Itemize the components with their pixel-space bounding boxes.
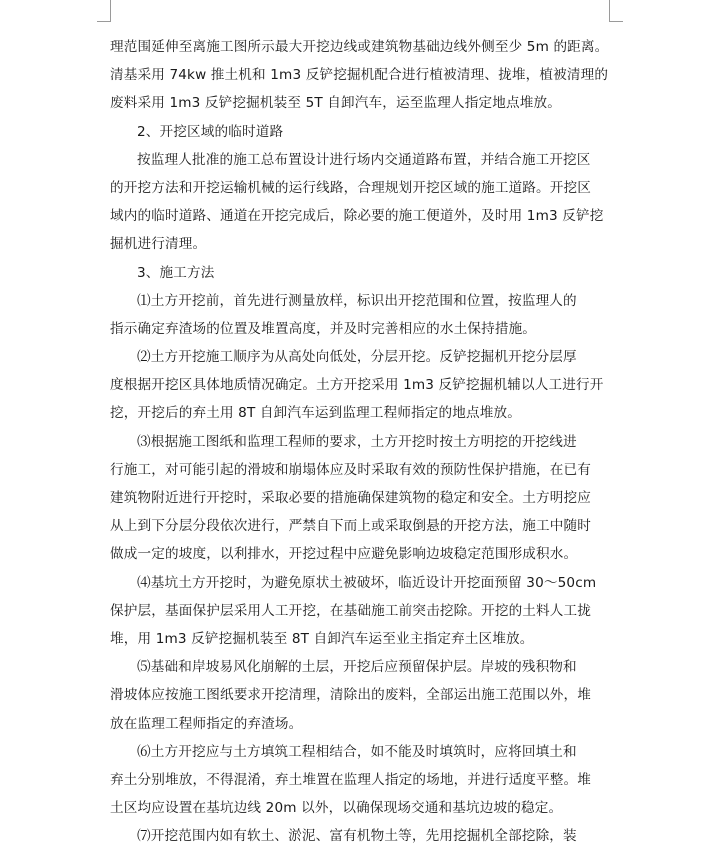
top-right-margin-mark bbox=[609, 0, 623, 22]
text-line: 建筑物附近进行开挖时，采取必要的措施确保建筑物的稳定和安全。土方明挖应 bbox=[110, 490, 592, 506]
text-line: 清基采用 74kw 推土机和 1m3 反铲挖掘机配合进行植被清理、拢堆，植被清理的 bbox=[110, 67, 609, 84]
text-line: 掘机进行清理。 bbox=[110, 236, 207, 253]
text-line: ⑺开挖范围内如有软土、淤泥、富有机物土等，先用挖掘机全部挖除，装 bbox=[137, 828, 577, 845]
text-line: 从上到下分层分段依次进行，严禁自下而上或采取倒悬的开挖方法，施工中随时 bbox=[110, 518, 592, 535]
text-line: 理范围延伸至离施工图所示最大开挖边线或建筑物基础边线外侧至少 5m 的距离。 bbox=[110, 39, 609, 55]
text-line: ⑷基坑土方开挖时，为避免原状土被破坏，临近设计开挖面预留 30～50cm bbox=[137, 574, 597, 591]
text-line: 按监理人批准的施工总布置设计进行场内交通道路布置，并结合施工开挖区 bbox=[137, 151, 591, 168]
text-line: ⑴土方开挖前，首先进行测量放样，标识出开挖范围和位置，按监理人的 bbox=[137, 292, 577, 309]
text-line: ⑶根据施工图纸和监理工程师的要求，土方开挖时按土方明挖的开挖线进 bbox=[137, 433, 577, 450]
text-line: 的开挖方法和开挖运输机械的运行线路，合理规划开挖区域的施工道路。开挖区 bbox=[110, 179, 592, 196]
text-line: 堆，用 1m3 反铲挖掘机装至 8T 自卸汽车运至业主指定弃土区堆放。 bbox=[110, 630, 534, 647]
text-line: 2、开挖区域的临时道路 bbox=[137, 123, 284, 140]
text-line: 指示确定弃渣场的位置及堆置高度，并及时完善相应的水土保持措施。 bbox=[110, 320, 537, 337]
text-line: 域内的临时道路、通道在开挖完成后，除必要的施工便道外，及时用 1m3 反铲挖 bbox=[110, 208, 604, 225]
text-line: 行施工，对可能引起的滑坡和崩塌体应及时采取有效的预防性保护措施，在已有 bbox=[110, 461, 592, 478]
text-line: ⑸基础和岸坡易风化崩解的土层，开挖后应预留保护层。岸坡的残积物和 bbox=[137, 659, 577, 676]
text-line: 保护层，基面保护层采用人工开挖，在基础施工前突击挖除。开挖的土料人工拢 bbox=[110, 602, 592, 619]
text-line: 挖，开挖后的弃土用 8T 自卸汽车运到监理工程师指定的地点堆放。 bbox=[110, 405, 522, 422]
text-line: 废料采用 1m3 反铲挖掘机装至 5T 自卸汽车，运至监理人指定地点堆放。 bbox=[110, 95, 561, 112]
text-line: 做成一定的坡度，以利排水，开挖过程中应避免影响边坡稳定范围形成积水。 bbox=[110, 546, 578, 563]
text-line: 放在监理工程师指定的弃渣场。 bbox=[110, 715, 303, 732]
text-line: ⑹土方开挖应与土方填筑工程相结合，如不能及时填筑时，应将回填土和 bbox=[137, 743, 577, 760]
text-line: 弃土分别堆放，不得混淆，弃土堆置在监理人指定的场地，并进行适度平整。堆 bbox=[110, 771, 592, 788]
text-line: ⑵土方开挖施工顺序为从高处向低处，分层开挖。反铲挖掘机开挖分层厚 bbox=[137, 349, 577, 366]
text-line: 土区均应设置在基坑边线 20m 以外，以确保现场交通和基坑边坡的稳定。 bbox=[110, 800, 563, 817]
top-left-margin-mark bbox=[97, 0, 111, 22]
text-line: 3、施工方法 bbox=[137, 264, 215, 281]
text-line: 滑坡体应按施工图纸要求开挖清理，清除出的废料，全部运出施工范围以外，堆 bbox=[110, 687, 592, 704]
document-body bbox=[110, 33, 615, 850]
text-line: 度根据开挖区具体地质情况确定。土方开挖采用 1m3 反铲挖掘机辅以人工进行开 bbox=[110, 377, 604, 394]
